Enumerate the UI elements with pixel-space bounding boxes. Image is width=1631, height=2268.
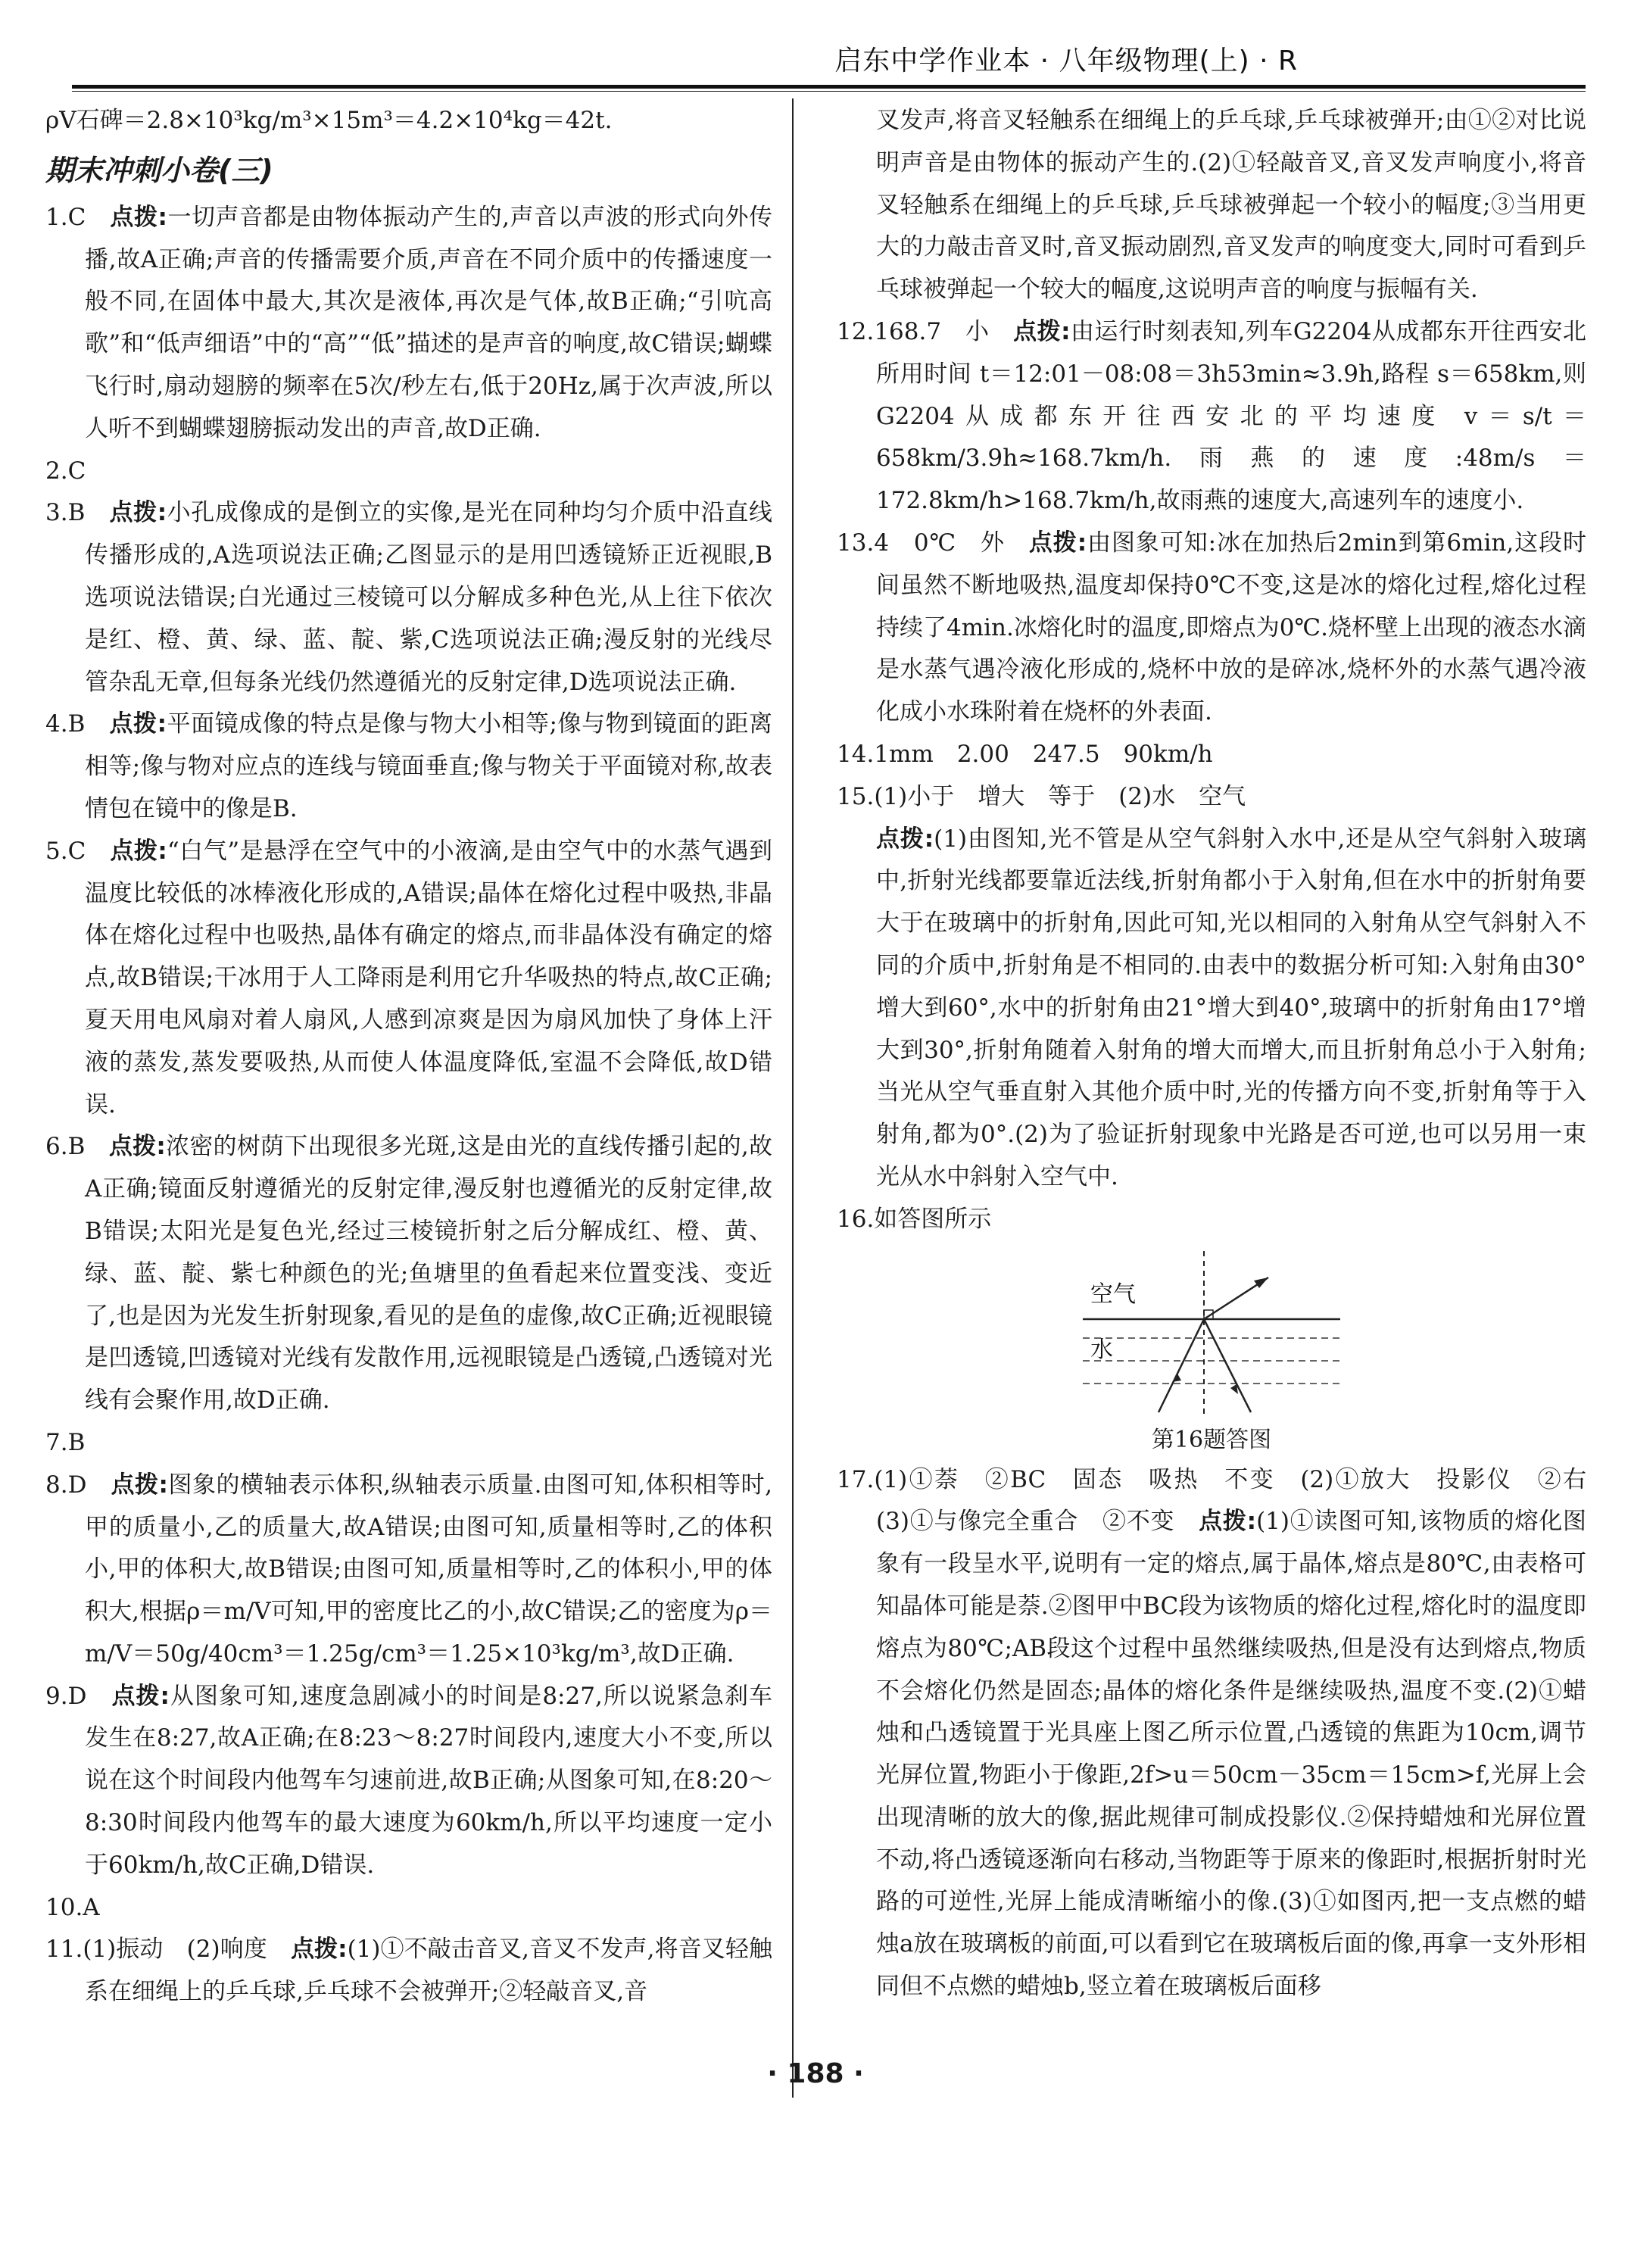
- column-divider: [792, 98, 794, 2098]
- label-air: 空气: [1090, 1281, 1136, 1308]
- reflected-ray-water: [1204, 1319, 1251, 1412]
- hint-label: 点拨:: [111, 1682, 170, 1710]
- hint-label: 点拨:: [290, 1936, 348, 1964]
- answer-num: 5.C: [45, 837, 86, 865]
- answer-11: [45, 1929, 772, 2014]
- answer-values: (1)振动 (2)响度: [83, 1936, 267, 1964]
- hint-text: 平面镜成像的特点是像与物大小相等;像与物到镜面的距离相等;像与物对应点的连线与镜面垂直;像与物关于平面镜对称,故表情包在镜中的像是B.: [85, 710, 772, 822]
- hint-text: (1)①不敲击音叉,音叉不发声,将音叉轻触系在细绳上的乒乓球,乒乓球不会被弹开;②轻敲音叉,音: [85, 1936, 772, 2006]
- answer-values: (1)小于 增大 等于 (2)水 空气: [874, 782, 1246, 810]
- hint-label: 点拨:: [1199, 1508, 1257, 1536]
- answer-1: [45, 197, 772, 451]
- arrowhead-icon: [1172, 1374, 1181, 1382]
- hint-label: 点拨:: [109, 499, 167, 527]
- answer-5: [45, 831, 772, 1127]
- hint-label: 点拨:: [110, 837, 167, 865]
- header-rule-thin: [72, 91, 1586, 92]
- header-rule: [72, 85, 1586, 89]
- hint-text: 浓密的树荫下出现很多光斑,这是由光的直线传播引起的,故A正确;镜面反射遵循光的反射定律,漫反射也遵循光的反射定律,故B错误;太阳光是复色光,经过三棱镜折射之后分解成红、橙、黄、绿、蓝、靛、紫七种颜色的光;鱼塘里的鱼看起来位置变浅、变近了,也是因为光发生折射现象,看见的是鱼的虚像,故C正确;近视眼镜是凹透镜,凹透镜对光线有发散作用,远视眼镜是凸透镜,凸透镜对光线有会聚作用,故D正确.: [85, 1133, 773, 1415]
- answer-11-continued: 叉发声,将音叉轻触系在细绳上的乒乓球,乒乓球被弹开;由①②对比说明声音是由物体的振动产生的.(2)①轻敲音叉,音叉发声响度小,将音叉轻触系在细绳上的乒乓球,乒乓球被弹起一个较小的幅度;③当用更大的力敲击音叉时,音叉振动剧烈,音叉发声的响度变大,同时可看到乒乓球被弹起一个较大的幅度,这说明声音的响度与振幅有关.: [876, 107, 1586, 304]
- section-title: 期末冲刺小卷(三): [45, 153, 273, 187]
- hint-label: 点拨:: [1013, 317, 1071, 345]
- answer-12: [837, 311, 1586, 523]
- answer-num: 9.D: [45, 1682, 87, 1710]
- answer-15: [837, 776, 1586, 819]
- hint-label: 点拨:: [1028, 529, 1087, 557]
- answer-14: 14.1mm 2.00 247.5 90km/h: [837, 740, 1213, 768]
- answer-num: 6.B: [45, 1133, 86, 1161]
- refraction-diagram: [1083, 1247, 1340, 1421]
- hint-text: 小孔成像成的是倒立的实像,是光在同种均匀介质中沿直线传播形成的,A选项说法正确;乙图显示的是用凹透镜矫正近视眼,B选项说法错误;白光通过三棱镜可以分解成多种色光,从上往下依次是红、橙、黄、绿、蓝、靛、紫,C选项说法正确;漫反射的光线尽管杂乱无章,但每条光线仍然遵循光的反射定律,D选项说法正确.: [85, 499, 773, 696]
- header-title: 启东中学作业本 · 八年级物理(上) · R: [834, 45, 1298, 76]
- answer-num: 8.D: [45, 1471, 87, 1499]
- answer-num: 17.: [837, 1465, 875, 1493]
- answer-6: [45, 1126, 772, 1422]
- answer-10: 10.A: [45, 1893, 100, 1921]
- answer-2: 2.C: [45, 457, 86, 485]
- hint-text: 由运行时刻表知,列车G2204从成都东开往西安北所用时间 t＝12:01－08:08＝3h53min≈3.9h,路程 s＝658km,则G2204从成都东开往西安北的平均速度 v＝s/t＝658km/3.9h≈168.7km/h.雨燕的速度:48m/s＝172.8km/h>168.7km/h,故雨燕的速度大,高速列车的速度小.: [876, 317, 1587, 515]
- hint-text: 由图象可知:冰在加热后2min到第6min,这段时间虽然不断地吸热,温度却保持0℃不变,这是冰的熔化过程,熔化过程持续了4min.冰熔化时的温度,即熔点为0℃.烧杯壁上出现的液态水滴是水蒸气遇冷液化形成的,烧杯中放的是碎冰,烧杯外的水蒸气遇冷液化成小水珠附着在烧杯的外表面.: [876, 529, 1587, 726]
- answer-num: 1.C: [45, 203, 86, 231]
- answer-num: 15.: [837, 782, 875, 810]
- label-water: 水: [1090, 1336, 1113, 1363]
- refraction-figure: [837, 1247, 1586, 1459]
- left-column: [45, 100, 772, 2014]
- answer-17: [837, 1459, 1610, 2008]
- figure-caption: 第16题答图: [1151, 1426, 1272, 1453]
- answer-values: 4 0℃ 外: [874, 529, 1005, 557]
- page-header: [0, 0, 1631, 89]
- page-number: · 188 ·: [767, 2058, 864, 2089]
- right-column: [837, 100, 1610, 2008]
- hint-label: 点拨:: [108, 1133, 166, 1161]
- hint-text: 一切声音都是由物体振动产生的,声音以声波的形式向外传播,故A正确;声音的传播需要介质,声音在不同介质中的传播速度一般不同,在固体中最大,其次是液体,再次是气体,故B正确;“引吭高歌”和“低声细语”中的“高”“低”描述的是声音的响度,故C错误;蝴蝶飞行时,扇动翅膀的频率在5次/秒左右,低于20Hz,属于次声波,所以人听不到蝴蝶翅膀振动发出的声音,故D正确.: [85, 203, 773, 442]
- hint-label: 点拨:: [109, 710, 167, 738]
- incident-ray-water: [1159, 1319, 1204, 1412]
- answer-num: 12.: [837, 317, 875, 345]
- answer-16: 16.如答图所示: [837, 1205, 992, 1233]
- hint-text: 图象的横轴表示体积,纵轴表示质量.由图可知,体积相等时,甲的质量小,乙的质量大,故A错误;由图可知,质量相等时,乙的体积小,甲的体积大,故B错误;由图可知,质量相等时,乙的体积小,甲的体积大,根据ρ＝m/V可知,甲的密度比乙的小,故C错误;乙的密度为ρ＝m/V＝50g/40cm³＝1.25g/cm³＝1.25×10³kg/m³,故D正确.: [85, 1471, 772, 1667]
- answer-13: [837, 523, 1586, 734]
- answer-num: 11.: [45, 1936, 83, 1964]
- hint-label: 点拨:: [111, 1471, 168, 1499]
- answer-num: 3.B: [45, 499, 86, 527]
- hint-text: (1)①读图可知,该物质的熔化图象有一段呈水平,说明有一定的熔点,属于晶体,熔点是80℃,由表格可知晶体可能是萘.②图甲中BC段为该物质的熔化过程,熔化时的温度即熔点为80℃;AB段这个过程中虽然继续吸热,但是没有达到熔点,物质不会熔化仍然是固态;晶体的熔化条件是继续吸热,温度不变.(2)①蜡烛和凸透镜置于光具座上图乙所示位置,凸透镜的焦距为10cm,调节光屏位置,物距小于像距,2f>u＝50cm－35cm＝15cm>f,光屏上会出现清晰的放大的像,据此规律可制成投影仪.②保持蜡烛和光屏位置不动,将凸透镜逐渐向右移动,当物距等于原来的像距时,根据折射时光路的可逆性,光屏上能成清晰缩小的像.(3)①如图丙,把一支点燃的蜡烛a放在玻璃板的前面,可以看到它在玻璃板后面的像,再拿一支外形相同但不点燃的蜡烛b,竖立着在玻璃板后面移: [876, 1508, 1587, 2001]
- hint-text: (1)由图知,光不管是从空气斜射入水中,还是从空气斜射入玻璃中,折射光线都要靠近法线,折射角都小于入射角,但在水中的折射角要大于在玻璃中的折射角,因此可知,光以相同的入射角从空气斜射入不同的介质中,折射角是不相同的.由表中的数据分析可知:入射角由30°增大到60°,水中的折射角由21°增大到40°,玻璃中的折射角由17°增大到30°,折射角随着入射角的增大而增大,而且折射角总小于入射角;当光从空气垂直射入其他介质中时,光的传播方向不变,折射角等于入射角,都为0°.(2)为了验证折射现象中光路是否可逆,也可以另用一束光从水中斜射入空气中.: [876, 825, 1586, 1190]
- answer-values: 168.7 小: [874, 317, 990, 345]
- answer-continuation: ρV石碑＝2.8×10³kg/m³×15m³＝4.2×10⁴kg＝42t.: [45, 107, 613, 134]
- hint-text: “白气”是悬浮在空气中的小液滴,是由空气中的水蒸气遇到温度比较低的冰棒液化形成的,A错误;晶体在熔化过程中吸热,非晶体在熔化过程中也吸热,晶体有确定的熔点,而非晶体没有确定的熔点,故B错误;干冰用于人工降雨是利用它升华吸热的特点,故C正确;夏天用电风扇对着人扇风,人感到凉爽是因为扇风加快了身体上汗液的蒸发,蒸发要吸热,从而使人体温度降低,室温不会降低,故D错误.: [85, 837, 772, 1118]
- hint-label: 点拨:: [876, 825, 934, 853]
- answer-3: [45, 492, 772, 703]
- answer-9: [45, 1676, 772, 1887]
- hint-text: 从图象可知,速度急剧减小的时间是8:27,所以说紧急刹车发生在8:27,故A正确;在8:23～8:27时间段内,速度大小不变,所以说在这个时间段内他驾车匀速前进,故B正确;从图象可知,在8:20～8:30时间段内他驾车的最大速度为60km/h,所以平均速度一定小于60km/h,故C正确,D错误.: [85, 1682, 772, 1879]
- hint-label: 点拨:: [110, 203, 167, 231]
- answer-15-hint: [837, 819, 1586, 1199]
- answer-7: 7.B: [45, 1428, 86, 1456]
- answer-4: [45, 703, 772, 830]
- answer-num: 4.B: [45, 710, 86, 738]
- answer-num: 13.: [837, 529, 875, 557]
- answer-8: [45, 1465, 772, 1676]
- answer-values: (1)①萘 ②BC 固态 吸热 不变 (2)①放大 投影仪 ②右 (3)①与像完全重合 ②不变: [874, 1465, 1610, 1536]
